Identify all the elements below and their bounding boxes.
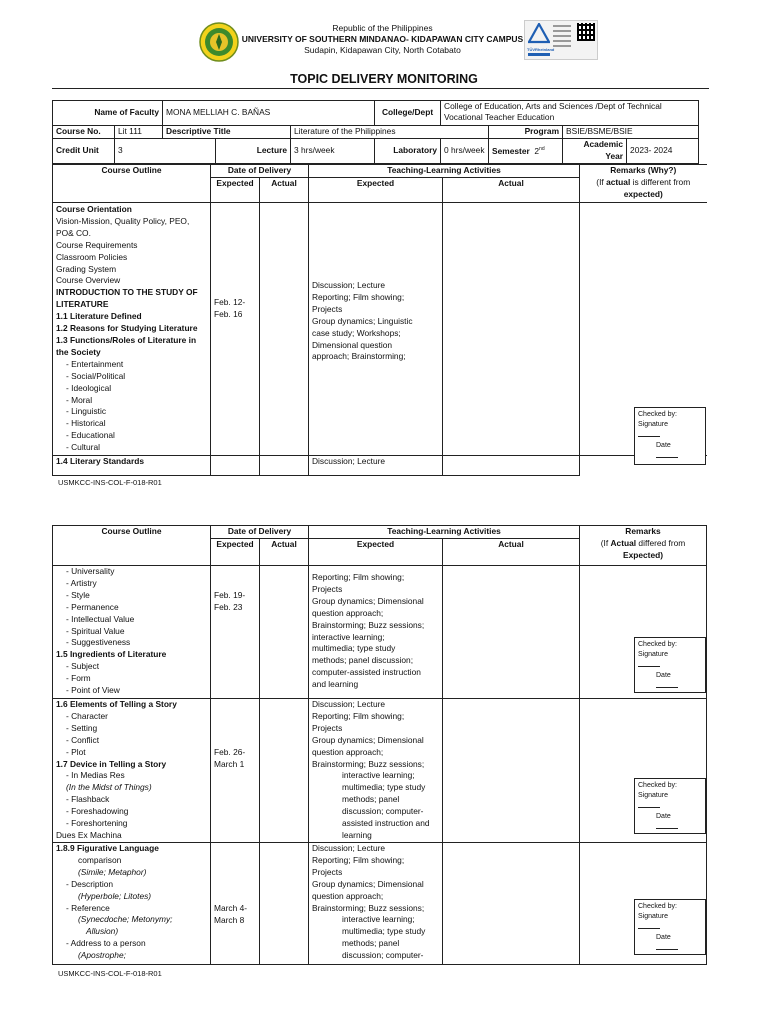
cert-badge-label: TÜVRheinland [527, 47, 555, 52]
col-remarks [580, 165, 707, 203]
date-actual-cell [260, 843, 309, 965]
date-line-text: March 4- [214, 903, 248, 913]
outline-line: - Moral [66, 394, 93, 405]
tla-line: approach; Brainstorming; [312, 351, 406, 362]
outline-line: - Ideological [66, 382, 112, 393]
signature-label: Signature [638, 420, 668, 428]
certification-badge [524, 20, 598, 60]
tla-actual-cell [443, 566, 580, 699]
outline-line: - Conflict [66, 734, 100, 745]
cert-text-lines [553, 25, 571, 47]
outline-cell [53, 566, 211, 699]
col-tla-actual: Actual [443, 539, 580, 566]
outline-line: 1.5 Ingredients of Literature [56, 649, 167, 660]
date-label: Date [656, 441, 671, 449]
outline-line: Course Requirements [56, 239, 138, 250]
tla-line: interactive learning; [342, 770, 415, 781]
outline-cell [53, 203, 211, 456]
date-expected-cell [211, 203, 260, 456]
outline-line: the Society [56, 346, 101, 357]
delivery-table-2 [52, 525, 707, 965]
tla-line: Group dynamics; Linguistic [312, 315, 413, 326]
tla-line: Reporting; Film showing; [312, 854, 405, 865]
outline-line: - Address to a person [66, 938, 146, 949]
outline-line: Dues Ex Machina [56, 829, 122, 840]
tla-expected-cell [309, 566, 443, 699]
date-expected-cell [211, 699, 260, 843]
outline-line: - Linguistic [66, 406, 107, 417]
tla-line: interactive learning; [342, 914, 415, 925]
remarks-note-2: Expected) [622, 549, 664, 560]
tla-line: methods; panel discussion; [312, 655, 414, 666]
tla-line: Brainstorming; Buzz sessions; [312, 619, 425, 630]
checked-by-box [634, 778, 706, 834]
document-title: TOPIC DELIVERY MONITORING [290, 72, 478, 86]
date-expected-cell [211, 456, 260, 476]
remarks-note-a: (If [600, 537, 611, 548]
program-label: Program [489, 126, 563, 139]
tla-line: multimedia; type study [312, 643, 396, 654]
outline-line: - Historical [66, 418, 106, 429]
outline-line: - Intellectual Value [66, 613, 135, 624]
col-date-of-delivery: Date of Delivery [211, 526, 309, 539]
col-course-outline: Course Outline [53, 526, 211, 566]
date-line-text: Feb. 16 [214, 308, 243, 319]
date-label: Date [656, 933, 671, 941]
date-actual-cell [260, 203, 309, 456]
outline-line: (Synecdoche; Metonymy; [78, 914, 173, 925]
signature-line[interactable] [638, 429, 660, 437]
outline-line: (Apostrophe; [78, 950, 126, 961]
tla-line: Discussion; Lecture [312, 280, 386, 290]
remarks-note-c: is different from [630, 176, 691, 187]
outline-line: 1.7 Device in Telling a Story [56, 758, 167, 769]
tla-actual-cell [443, 203, 580, 456]
tla-line: Brainstorming; Buzz sessions; [312, 902, 425, 913]
date-line[interactable] [656, 821, 678, 829]
outline-line: (Simile; Metaphor) [78, 866, 147, 877]
course-no-label: Course No. [53, 126, 115, 139]
checked-by-label: Checked by: [638, 641, 677, 648]
laboratory-label: Laboratory [375, 139, 441, 164]
tla-actual-cell [443, 843, 580, 965]
outline-line: - Foreshortening [66, 818, 128, 829]
form-code: USMKCC-INS-COL-F-018-R01 [58, 478, 162, 487]
outline-line: - Setting [66, 722, 98, 733]
college-value: College of Education, Arts and Sciences /Dept of Technical Vocational Teacher Education [441, 101, 699, 126]
outline-line: Allusion) [86, 926, 119, 937]
delivery-table-1 [52, 164, 707, 476]
signature-label: Signature [638, 791, 668, 799]
outline-line: - Artistry [66, 577, 97, 588]
tla-line: methods; panel [342, 794, 400, 805]
outline-line: Classroom Policies [56, 251, 128, 262]
semester-cell [489, 139, 563, 164]
tla-line: Brainstorming; Buzz sessions; [312, 758, 425, 769]
tla-expected-cell: Discussion; Lecture [309, 456, 443, 476]
academic-year-value: 2023- 2024 [627, 139, 699, 164]
col-teaching-learning: Teaching-Learning Activities [309, 526, 580, 539]
outline-line: Vision-Mission, Quality Policy, PEO, [56, 215, 190, 226]
outline-line: - In Medias Res [66, 770, 125, 781]
outline-line: - Plot [66, 746, 86, 757]
tla-actual-cell [443, 699, 580, 843]
outline-line: - Foreshadowing [66, 806, 129, 817]
outline-line: - Cultural [66, 442, 100, 453]
outline-line: PO& CO. [56, 227, 91, 238]
remarks-note [583, 177, 704, 189]
tla-line: multimedia; type study [342, 926, 426, 937]
outline-line: 1.2 Reasons for Studying Literature [56, 323, 198, 334]
outline-line: - Suggestiveness [66, 637, 131, 648]
tla-line: Group dynamics; Dimensional [312, 878, 424, 889]
tla-line: Projects [312, 583, 343, 594]
outline-line: - Character [66, 710, 108, 721]
outline-line: - Subject [66, 661, 100, 672]
desc-title-value: Literature of the Philippines [291, 126, 489, 139]
outline-line: 1.6 Elements of Telling a Story [56, 699, 177, 709]
checked-by-box [634, 899, 706, 955]
date-actual-cell [260, 699, 309, 843]
col-course-outline: Course Outline [53, 165, 211, 203]
outline-line: - Point of View [66, 685, 120, 696]
outline-line: - Reference [66, 902, 110, 913]
remarks-title: Remarks [625, 526, 661, 536]
date-label: Date [656, 812, 671, 820]
tla-line: Discussion; Lecture [312, 843, 386, 853]
tla-expected-cell [309, 843, 443, 965]
date-line[interactable] [656, 450, 678, 458]
tla-line: multimedia; type study [342, 782, 426, 793]
tla-line: and learning [312, 679, 359, 690]
university-name: UNIVERSITY OF SOUTHERN MINDANAO- KIDAPAWAN CITY CAMPUS [241, 34, 524, 44]
signature-label: Signature [638, 912, 668, 920]
col-remarks [580, 526, 707, 566]
remarks-cell [580, 566, 707, 699]
remarks-note-c: differed from [636, 537, 686, 548]
date-line-text: Feb. 26- [214, 747, 246, 757]
program-value: BSIE/BSME/BSIE [563, 126, 699, 139]
credit-unit-label: Credit Unit [53, 139, 115, 164]
outline-cell: 1.4 Literary Standards [53, 456, 211, 476]
semester-label: Semester [492, 145, 530, 156]
outline-line: 1.8.9 Figurative Language [56, 843, 159, 853]
tla-line: discussion; computer- [342, 806, 424, 817]
date-actual-cell [260, 566, 309, 699]
remarks-cell [580, 843, 707, 965]
remarks-note-b: actual [606, 176, 631, 187]
outline-line: - Form [66, 673, 91, 684]
tla-line: question approach; [312, 890, 384, 901]
faculty-name-label: Name of Faculty [53, 101, 163, 126]
checked-by-label: Checked by: [638, 411, 677, 418]
outline-line: 1.3 Functions/Roles of Literature in [56, 334, 197, 345]
tla-line: discussion; computer- [342, 950, 424, 961]
outline-cell [53, 699, 211, 843]
outline-line: 1.1 Literature Defined [56, 311, 142, 322]
tla-line: Group dynamics; Dimensional [312, 734, 424, 745]
tla-line: question approach; [312, 746, 384, 757]
col-date-actual: Actual [260, 539, 309, 566]
date-expected-cell [211, 566, 260, 699]
remarks-note-b: Actual [610, 537, 637, 548]
tla-actual-cell [443, 456, 580, 476]
cert-badge-strip [528, 53, 550, 56]
tla-line: Reporting; Film showing; [312, 710, 405, 721]
tla-expected-cell [309, 203, 443, 456]
outline-line: (Hyperbole; Litotes) [78, 890, 152, 901]
academic-year-label: Academic Year [563, 139, 627, 164]
tla-expected-cell [309, 699, 443, 843]
date-line[interactable] [656, 942, 678, 950]
remarks-cell [580, 203, 707, 456]
tla-line: case study; Workshops; [312, 327, 401, 338]
tla-line: Group dynamics; Dimensional [312, 595, 424, 606]
col-teaching-learning: Teaching-Learning Activities [309, 165, 580, 178]
signature-line[interactable] [638, 921, 660, 929]
date-actual-cell [260, 456, 309, 476]
signature-line[interactable] [638, 659, 660, 667]
campus-address: Sudapin, Kidapawan City, North Cotabato [304, 45, 461, 55]
remarks-note-a: (If [596, 176, 607, 187]
date-line-text: Feb. 19- [214, 590, 246, 600]
outline-cell [53, 843, 211, 965]
date-label: Date [656, 671, 671, 679]
college-label: College/Dept [375, 101, 441, 126]
col-date-expected: Expected [211, 178, 260, 203]
republic-text: Republic of the Philippines [332, 23, 433, 33]
lecture-value: 3 hrs/week [291, 139, 375, 164]
date-line-text: Feb. 23 [214, 601, 243, 612]
checked-by-label: Checked by: [638, 782, 677, 789]
signature-line[interactable] [638, 800, 660, 808]
title-rule [52, 88, 709, 89]
col-date-expected: Expected [211, 539, 260, 566]
remarks-note [583, 538, 703, 550]
outline-line: - Style [66, 589, 90, 600]
col-tla-expected: Expected [309, 178, 443, 203]
tla-line: interactive learning; [312, 631, 385, 642]
tla-line: learning [342, 829, 372, 840]
credit-unit-value: 3 [115, 139, 216, 164]
outline-line: (In the Midst of Things) [66, 782, 152, 793]
date-expected-cell [211, 843, 260, 965]
checked-by-label: Checked by: [638, 903, 677, 910]
outline-line: - Social/Political [66, 370, 126, 381]
semester-suffix: nd [539, 146, 545, 153]
outline-line: - Universality [66, 566, 115, 576]
remarks-cell [580, 699, 707, 843]
tla-line: Projects [312, 866, 343, 877]
col-date-of-delivery: Date of Delivery [211, 165, 309, 178]
date-line-text: March 1 [214, 758, 245, 769]
course-no-value: Lit 111 [115, 126, 163, 139]
outline-line: INTRODUCTION TO THE STUDY OF [56, 287, 198, 298]
outline-line: Grading System [56, 263, 117, 274]
tla-line: Dimensional question [312, 339, 393, 350]
tla-line: Discussion; Lecture [312, 699, 386, 709]
outline-line: - Entertainment [66, 358, 124, 369]
signature-label: Signature [638, 650, 668, 658]
outline-line: LITERATURE [56, 299, 109, 310]
laboratory-value: 0 hrs/week [441, 139, 489, 164]
tla-line: Reporting; Film showing; [312, 572, 405, 582]
tla-line: computer-assisted instruction [312, 667, 421, 678]
checked-by-box [634, 407, 706, 465]
outline-line: - Educational [66, 430, 115, 441]
tla-line: assisted instruction and [342, 818, 430, 829]
remarks-title: Remarks (Why?) [610, 165, 677, 175]
outline-line: - Spiritual Value [66, 625, 125, 636]
remarks-note-2: expected) [623, 188, 663, 199]
tla-line: question approach; [312, 607, 384, 618]
tla-line: Reporting; Film showing; [312, 291, 405, 302]
faculty-info-table [52, 100, 699, 164]
outline-line: - Flashback [66, 794, 110, 805]
col-tla-expected: Expected [309, 539, 443, 566]
outline-line: - Description [66, 878, 114, 889]
tla-line: Projects [312, 303, 343, 314]
outline-line: comparison [78, 854, 122, 865]
form-code: USMKCC-INS-COL-F-018-R01 [58, 969, 162, 978]
col-tla-actual: Actual [443, 178, 580, 203]
date-line-text: Feb. 12- [214, 297, 246, 307]
outline-line: - Permanence [66, 601, 119, 612]
date-line[interactable] [656, 680, 678, 688]
checked-by-box [634, 637, 706, 693]
outline-line: Course Orientation [56, 204, 132, 214]
lecture-label: Lecture [216, 139, 291, 164]
tla-line: methods; panel [342, 938, 400, 949]
col-date-actual: Actual [260, 178, 309, 203]
outline-line: Course Overview [56, 275, 121, 286]
date-line-text: March 8 [214, 914, 245, 925]
qr-code-icon [577, 23, 595, 41]
tla-line: Projects [312, 722, 343, 733]
desc-title-label: Descriptive Title [163, 126, 291, 139]
semester-value: 2 [534, 145, 540, 156]
faculty-name-value: MONA MELLIAH C. BAÑAS [163, 101, 375, 126]
